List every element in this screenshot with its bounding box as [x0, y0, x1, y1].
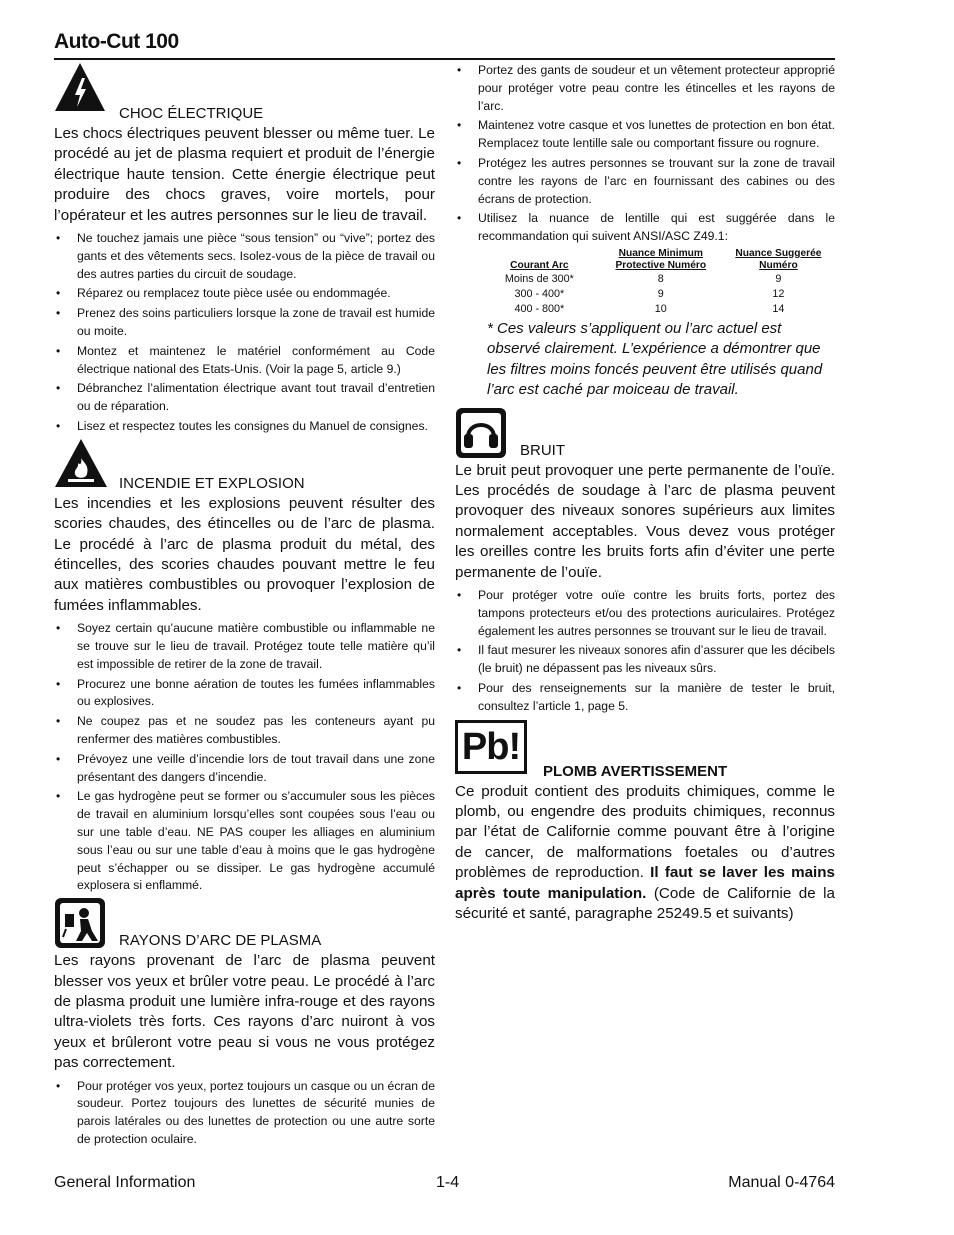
list-item: • Protégez les autres personnes se trouvant sur la zone de travail contre les rayons de l’arc en fournissant des cabines ou des écrans de protection. [455, 155, 835, 208]
right-column [455, 62, 835, 924]
list-item: • Il faut mesurer les niveaux sonores afin d’assurer que les décibels (le bruit) ne dépassent pas les niveaux sûrs. [455, 642, 835, 678]
list-item: • Prévoyez une veille d’incendie lors de tout travail dans une zone présentant des dangers d’incendie. [54, 751, 435, 787]
section-body [455, 782, 835, 925]
lead-body-text: Ce produit contient des produits chimiques, comme le plomb, ou engendre des produits chimiques, reconnus par l’état de Californie comme pouvant être à l’origine de cancer, de malformations foetales ou d’autres problèmes de reproduction. [455, 782, 835, 882]
table-cell: 400 - 800* [514, 302, 565, 315]
section-fire-explosion [54, 438, 435, 895]
lens-shade-table [479, 248, 835, 317]
section-electric-shock [54, 62, 435, 436]
list-item: • Réparez ou remplacez toute pièce usée ou endommagée. [54, 285, 435, 303]
fire-explosion-warning-icon [54, 438, 108, 493]
table-header: Nuance Minimum Protective Numéro [615, 247, 707, 271]
bullet-list [455, 587, 835, 716]
bullet-list [54, 620, 435, 895]
header-rule [54, 58, 835, 60]
list-item: • Utilisez la nuance de lentille qui est suggérée dans le recommandation qui suivent ANSI/ASC Z49.1: [455, 210, 835, 246]
list-item: • Ne coupez pas et ne soudez pas les conteneurs ayant pu renfermer des matières combustibles. [54, 713, 435, 749]
list-item: • Procurez une bonne aération de toutes les fumées inflammables ou explosives. [54, 676, 435, 712]
table-row [479, 287, 835, 302]
table-cell: 300 - 400* [514, 287, 565, 300]
footer-page-number: 1-4 [436, 1174, 460, 1191]
shade-table-note: * Ces valeurs s’appliquent ou l’arc actuel est observé clairement. L’expérience a démontrer que les filtres moins foncés peuvent être utilisés quand l’arc est caché par moiceau de travail. [487, 319, 823, 399]
table-cell: 14 [772, 302, 785, 315]
section-title: BRUIT [520, 441, 565, 459]
section-body: Le bruit peut provoquer une perte permanente de l’ouïe. Les procédés de soudage à l’arc de plasma peuvent provoquer des niveaux sonores supérieurs aux limites normalement acceptables. Vous devez vous protéger les oreilles contre les bruits forts afin d’éviter une perte permanente de l’ouïe. [455, 461, 835, 581]
bullet-list [54, 1078, 435, 1149]
list-item: • Portez des gants de soudeur et un vêtement protecteur approprié pour protéger votre peau contre les étincelles et les rayons de l’arc. [455, 62, 835, 115]
list-item: • Prenez des soins particuliers lorsque la zone de travail est humide ou moite. [54, 305, 435, 341]
electric-shock-warning-icon [54, 62, 106, 117]
lead-icon-text: Pb! [461, 725, 521, 768]
table-row [479, 272, 835, 287]
hearing-protection-icon [455, 407, 507, 464]
list-item: • Ne touchez jamais une pièce “sous tension” ou “vive”; portez des gants et des vêtements secs. Isolez-vous de la pièce de travail ou des autres parties du circuit de soudage. [54, 230, 435, 283]
lead-warning-icon [455, 720, 527, 774]
list-item: • Maintenez votre casque et vos lunettes de protection en bon état. Remplacez toute lentille sale ou comportant fissure ou rognure. [455, 117, 835, 153]
table-cell: 12 [772, 287, 785, 300]
section-lead [455, 720, 835, 925]
table-header: Nuance Suggerée Numéro [735, 247, 822, 271]
list-item: • Lisez et respectez toutes les consignes du Manuel de consignes. [54, 418, 435, 436]
footer-left: General Information [54, 1174, 196, 1191]
section-title: PLOMB AVERTISSEMENT [543, 762, 728, 780]
list-item: • Soyez certain qu’aucune matière combustible ou inflammable ne se trouve sur le lieu de travail. Protégez toute telle matière qu’il est impossible de retirer de la zone de travail. [54, 620, 435, 673]
section-noise [455, 407, 835, 716]
left-column [54, 62, 435, 1151]
section-arc-rays [54, 897, 435, 1149]
list-item: • Pour des renseignements sur la manière de tester le bruit, consultez l’article 1, page 5. [455, 680, 835, 716]
section-title: INCENDIE ET EXPLOSION [119, 474, 305, 492]
list-item: • Pour protéger votre ouïe contre les bruits forts, portez des tampons protecteurs et/ou des protections auriculaires. Protégez également les autres personnes se trouvant sur le lieu de travail. [455, 587, 835, 640]
table-row [479, 302, 835, 317]
bullet-list [54, 230, 435, 436]
list-item: • Pour protéger vos yeux, portez toujours un casque ou un écran de soudeur. Portez toujours des lunettes de sécurité munies de parois latérales ou des lunettes de protection ou une autre sorte de protection oculaire. [54, 1078, 435, 1149]
table-cell: 8 [657, 272, 664, 285]
page-title: Auto-Cut 100 [54, 30, 179, 53]
list-item: • Débranchez l’alimentation électrique avant tout travail d’entretien ou de réparation. [54, 380, 435, 416]
bullet-list [455, 62, 835, 246]
list-item: • Le gas hydrogène peut se former ou s’accumuler sous les pièces de travail en aluminium lorsqu’elles sont coupées sous l’eau ou sur une table d’eau. NE PAS couper les alliages en aluminium sous l’eau ou sur une table d’eau à moins que le gas hydrogène peut s’échapper ou se dissiper. Le gas hydrogène accumulé explosera si enflammé. [54, 788, 435, 895]
section-title: CHOC ÉLECTRIQUE [119, 105, 264, 122]
table-cell: 9 [657, 287, 664, 300]
lead-body-reference: (Code de Californie de la sécurité et santé, paragraphe 25249.5 et suivants) [455, 884, 835, 923]
table-cell: 10 [654, 302, 667, 315]
table-cell: 9 [775, 272, 782, 285]
table-header: Courant Arc [510, 259, 569, 271]
lead-body-warning: Il faut se laver les mains après toute manipulation. [455, 864, 835, 902]
footer-right: Manual 0-4764 [728, 1174, 835, 1191]
section-title: RAYONS D’ARC DE PLASMA [119, 932, 322, 950]
arc-rays-warning-icon [54, 897, 106, 954]
section-body: Les chocs électriques peuvent blesser ou même tuer. Le procédé au jet de plasma requiert et produit de l’énergie électrique haute tension. Cette énergie électrique peut produire des chocs graves, voire mortels, pour l’opérateur et les autres personnes sur le lieu de travail. [54, 125, 435, 224]
list-item: • Montez et maintenez le matériel conformément au Code électrique national des Etats-Unis. (Voir la page 5, article 9.) [54, 343, 435, 379]
section-body: Les incendies et les explosions peuvent résulter des scories chaudes, des étincelles ou de l’arc de plasma. Le procédé à l’arc de plasma produit du métal, des étincelles, des scories chaudes pouvant mettre le feu aux matières combustibles ou provoquer l’explosion de fumées inflammables. [54, 494, 435, 614]
table-cell: Moins de 300* [504, 272, 574, 285]
section-body: Les rayons provenant de l’arc de plasma peuvent blesser vos yeux et brûler votre peau. Le procédé à l’arc de plasma produit une lumière infra-rouge et des rayons ultra-violets très forts. Ces rayons d’arc nuiront à vos yeux et brûleront votre peau si vous ne vous protégez pas correctement. [54, 952, 435, 1072]
